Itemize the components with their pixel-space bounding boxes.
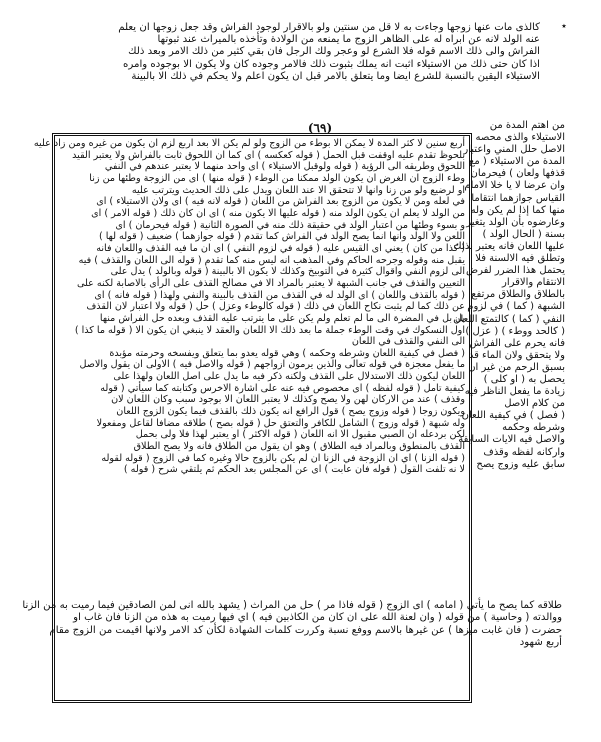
sidebar-line: وان عرضا لا يا خلا الامام [464, 180, 565, 192]
box-line: ما يفعل معجزة في قوله تعالى والذين يرمون ازواجهم ( قوله والاصل فيه ) الاولى ان يقول والاصل [79, 359, 465, 371]
box-line: كيفية تامل ( قوله لفظه ) اى مخصوص فيه عنه على اشارة الاخرس وكتابته كما سيأتي ( قوله [100, 382, 465, 394]
sidebar-line: سابق عليه وزوج يصح [476, 458, 565, 470]
sidebar-line: عليها اللعان فانه يعتبر بذلك [453, 240, 565, 252]
header-line: الفراش والى ذلك الاسم قوله فلا الشرع لو وعجر ولك الرجل فان بقي كثير من ذلك الامر وبعد ذلك [128, 46, 540, 58]
box-line: القذف بالمنطوق وبالمراد فيه الطلاق ) وهو ان يقول من الطلاق فانه ولا يصح الطلاق [133, 441, 465, 453]
box-line: الى النفي والقذف في اللعان [351, 336, 465, 348]
box-line: وطء الزوج ان الغرض ان يكون الولد ممكنا من الوطء ( قوله منها ) اى من الزوجة وطئها من زنا [89, 172, 465, 184]
sidebar-line: القياس جوازهما انتقاما [471, 192, 565, 204]
box-line: اللعن ولا الولد وانها انما يصح الولد في الفراش كما تقدم ( قوله جوازهما ) ضعيف ( قوله لها ) [98, 231, 465, 243]
sidebar-line: يحتمل هذا الضرر لفرض [465, 265, 565, 277]
sidebar-line: ( فصل ) في كيفية اللعان [461, 410, 565, 422]
sidebar-line: والاصل فيه الايات السابقة [458, 434, 565, 446]
sidebar-line: المدة من الاستيلاء ( مع [469, 156, 565, 168]
sidebar-line: ولا يتحقق ولان الماء قد [468, 349, 565, 361]
box-line: أربع سنين لا كثر المدة لا يمكن الا بوطء من الزوج ولو لم يكن الا بعد اربع لزم ان يكون من غيره ومن زاد عليه [33, 138, 465, 149]
sidebar-line: بالطلاق والطلاق مرتفع [471, 289, 565, 301]
sidebar-commentary [453, 120, 565, 471]
sidebar-line: الاصل حلل المني واعتبار [463, 144, 565, 156]
box-line: بلحوظ تقدم عليه اوقفت قبل الحمل ( قوله كعكسه ) اى كما ان اللحوق ثابت بالفراش ولا يعتبر القيد [72, 149, 465, 161]
sidebar-line: زيادة ما يفعل الناظر فيه [464, 386, 565, 398]
box-line: ( فصل في كيفية اللعان وشرطه وحكمه ) وهي قوله يعدو بما يتعلق ويفسخه وحرمته مؤبدة [109, 347, 465, 359]
sidebar-line: بسنة ( الحال الولد ) [482, 228, 565, 240]
sidebar-line: فانه يحرم على الفراش [469, 337, 565, 349]
header-line: كالذى مات عنها زوجها وجاءت به لا قل من سنتين ولو بالاقرار لوجود الفراش وقد جعل زوجها ان يعلم [118, 22, 540, 33]
box-line: ( قوله بالقذف واللعان ) اى الولد له في القذف من القذف بالبينة والنفي ولهذا ( قوله فانه ) اى [94, 289, 465, 301]
footer-line: طلاقه كما يصح ما يأتي ( امامه ) اى الزوج ( قوله فاذا مر ) حل من المراث ( يشهد بالله انى لمن الصادقين فيما رميت به من الزنا [22, 600, 562, 611]
header-line: اذا كان حتى ذلك من الاستيلاء اثبت انه يملك بثبوت ذلك فالامر وجوده كان ولا يكون الا بوجوده وامره [123, 58, 540, 70]
sidebar-line: الاستيلاء والذى محصه [475, 132, 565, 144]
box-line: لكن بردعله ان الصبي مقبول الا انه اللعان ( قوله الاكثر ) او يعتبر لهذا فلا ولى بحمل [135, 429, 465, 441]
sidebar-line: واركانه لفظه وقذف [483, 446, 565, 458]
box-line: يقبل منه وقوله وجرحه الحاكم وفي المذهب انه ليس منه كما تقدم ( قوله الى اللعان والقذف ) فيه [78, 254, 465, 266]
footer-line: أربع شهود [519, 636, 562, 648]
sidebar-line: ( كالحد ووطء ) ( عزل ) [465, 325, 565, 337]
sidebar-line: النفي ( كما ) كالتمتع اللعان [453, 313, 565, 325]
box-line: في لعله ومن لا يكون من الزوج بعد الفراش من اللعان ( قوله لانه فيه ) اى ولان الاستيلاء ) اى [96, 196, 465, 208]
box-line: او لرضيع ولو من زنا وانها لا تتحقق الا عند اللعان ويدل على ذلك الحديث ويترتب عليه [131, 184, 465, 196]
header-line: عنه الولد لانه عن ابراه له على الظاهر الزوج ما يمنعه من الولادة وتأخذه بالميراث عند ثبوتها [157, 34, 540, 46]
sidebar-line: وشرطه وحكمه [502, 422, 565, 434]
box-line: اللعان ليكون ذلك الاستدلال على القذف ولكنه ذكر فيه ما يدل على اصل اللعان ولهذا على [113, 371, 465, 383]
sidebar-line: من كلام الاصل [504, 398, 565, 410]
box-line: من الولد لا يعلم ان يكون الولد منه ( قوله عليها الا يكون منه ) اى ان كان ذلك ( قوله الامر ) اى [91, 207, 465, 219]
box-line: ويكون زوجا ( قوله وزوج يصح ) قول الرافع انه يكون ذلك بالقذف فيما يكون الزوج اللعان [116, 406, 465, 418]
header-text [52, 22, 540, 83]
sidebar-line: منها كما إذا لم يكن وله [470, 204, 565, 216]
sidebar-line: وعارضوه بأن الولد يتغير [466, 216, 565, 228]
footer-line: ووالدته ( وحاسية ) من قوله ( وان لعنة الله على ان كان من الكاذبين فيه ) اي فيها رميت به هذه من الزنا فان غاب او [73, 612, 562, 624]
sidebar-line: الشبهة ( كما ) في لزوم [467, 301, 565, 313]
sidebar-line: من اهتم المدة من [489, 120, 565, 131]
sidebar-line: قذفها ولعان ) فيحرمان [470, 168, 565, 180]
page-number: (٦٩) [307, 121, 333, 135]
box-line: ( كذا من كان ) يعني اى القيس عليه ( قوله في لزوم النفي ) اى ان ما فيه القذف واللعان فانه [96, 242, 465, 254]
sidebar-line: الانتقام والاقرار [502, 277, 565, 289]
header-line: الاستيلاء اليقين بالنسبة للشرع ايضا وما يتعلق بالامر قبل ان يكون اعلم ولا يحكم في ذلك الا بالبينة [131, 70, 540, 82]
sidebar-line: يحصل به ( او كلى ) [483, 373, 565, 385]
box-line: وقذف ) عند من الاركان لهن ولا يصح وكذلك لا يعتبر اللعان الا بوجود سبب وكان اللعان لان [111, 394, 465, 406]
box-line: عن ذلك كما لم يثبت نكاح اللعان في ذلك ( قوله كالوطء وعزل ) حل ( قوله ولا اعتبار لان القذف [86, 301, 465, 313]
sidebar-line: وتطلق فيه الالسنة فلا [475, 253, 565, 265]
box-line: اول النسكوك في وقت الوطء جملة ما بعد ذلك الا اللعان والعقد لا ينبغي ان يكون الا ( قوله ما كذا ) [74, 324, 465, 336]
box-line: و بسوء وطئها من اعتبار الولد في حقيقة ذلك منه في الصورة الثانية ( قوله فيحرمان ) اى [115, 219, 465, 231]
box-line: التعيين والقذف في جانب الشبهة لا يعتبر بالمراد الا في مصالح القذف على الرأى بالاصابة لكنه على [76, 277, 465, 289]
box-text [33, 138, 465, 476]
box-line: بل بل في المضرة الى ما لم تعلم ولم يكن على ما يترتب عليه القذف وبعده حل الفراش منها [99, 312, 465, 324]
footer-line: حضرت ( فان غابت ميزها ) عن غيرها بالاسم ووفع نسبة وكررت كلمات الشهادة لكأن كد الامر ولانها اقيمت من الزوج مقام [49, 624, 562, 636]
box-line: لا نه تلفت القول ( قوله فان عابت ) اى عن المجلس بعد الحكم ثم يلتقي شرح ( قوله ) [123, 464, 465, 476]
footer-text [22, 600, 562, 649]
box-line: الى لزوم النفي واقوال كثيرة في التوبيخ وكذلك لا يكون الا بالبينة ( قوله وبالولد ) يدل على [110, 266, 465, 278]
sidebar-line: بسبق الرحم من غير ان [468, 361, 565, 373]
box-line: اللحوق وطريقه الى الرؤية ( قوله ولوقبل الاستيلاء ) اى واحد منهما لا يعتبر عندهم في النفي [104, 161, 465, 173]
box-line: ( قوله الزنا ) اي ان الزوجة في الزنا ان لم يكن بالزوج حالا وغيره كما في الزوج ( قوله لقوله [101, 452, 465, 464]
header-mark: ٭ [561, 21, 567, 32]
box-line: وله شبهة ( قوله وزوج ) الشامل للكافر والتعتق حل ( قوله بصح ) طلاقه مضافا لقاعل ومفعولا [96, 417, 465, 429]
